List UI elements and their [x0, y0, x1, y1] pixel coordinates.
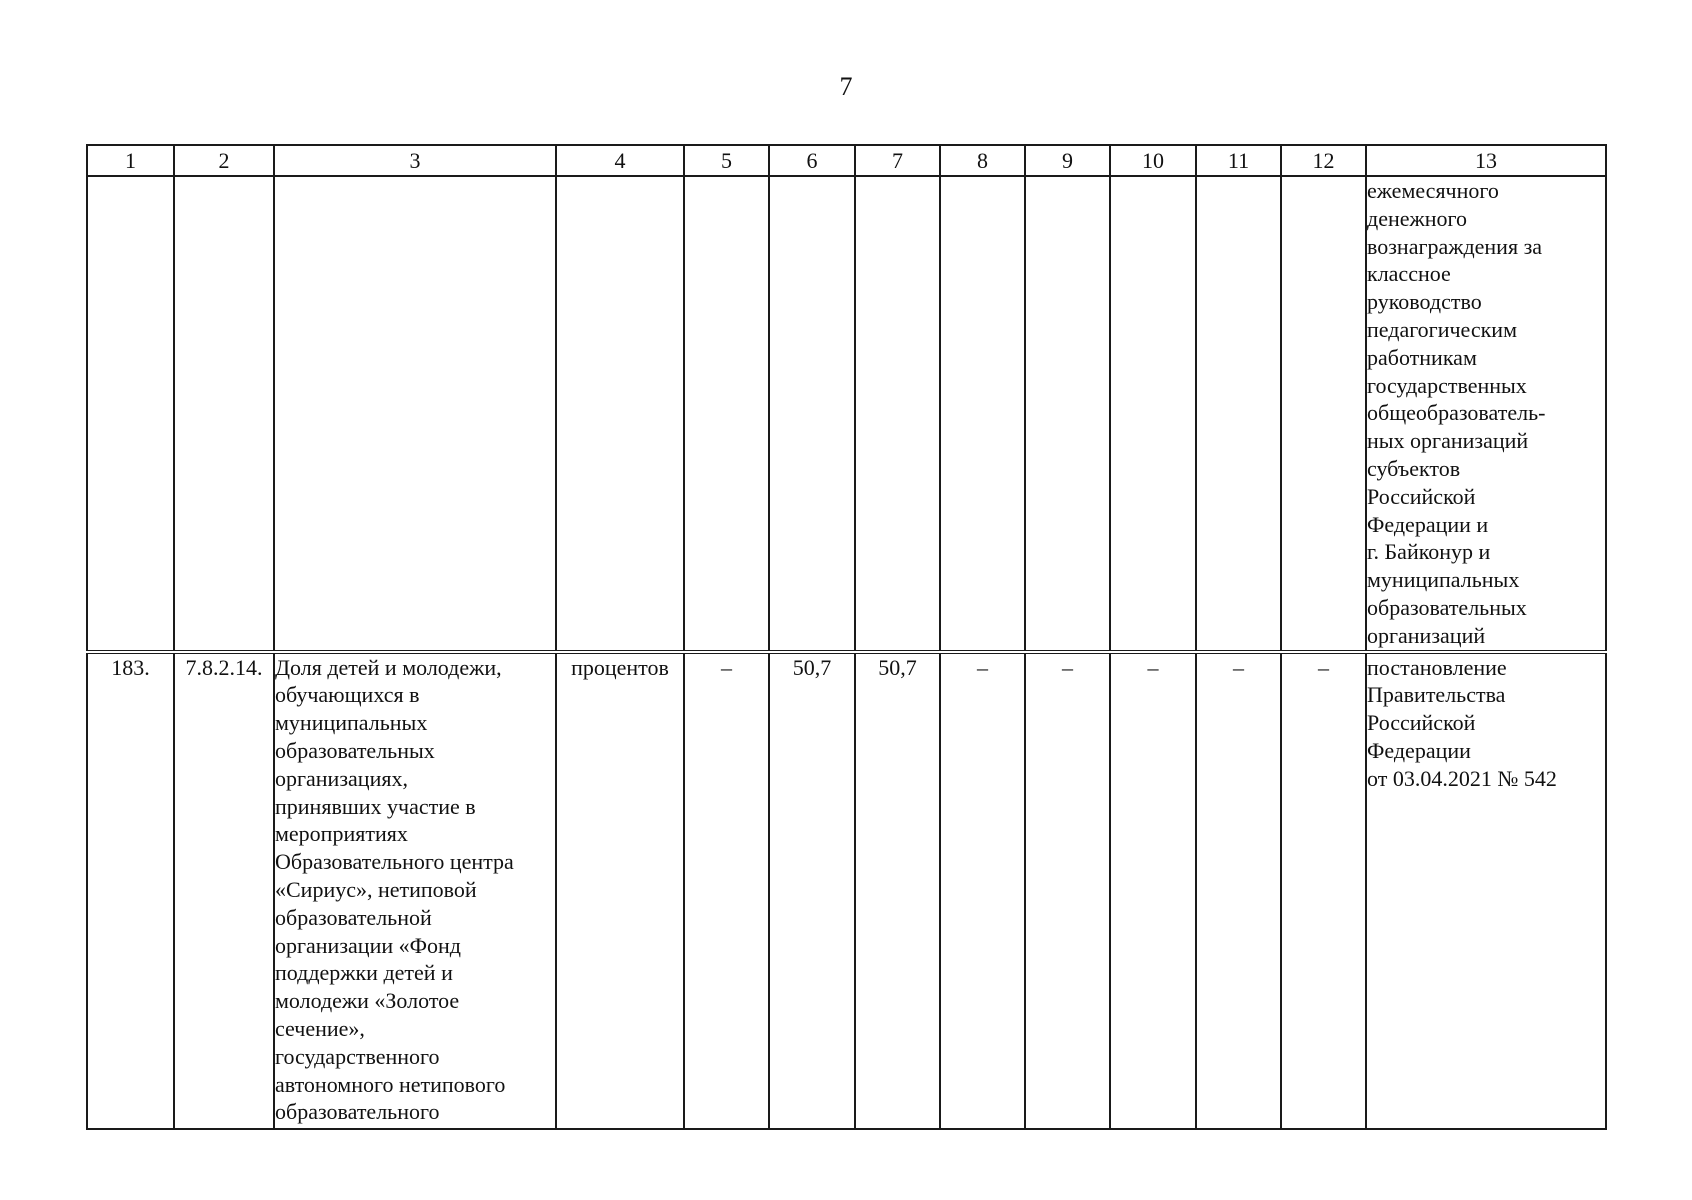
indicator-line: сечение»,: [275, 1015, 365, 1041]
basis-line: руководство: [1367, 289, 1482, 315]
basis-line: ежемесячного: [1367, 178, 1499, 203]
value-cell-10: –: [1110, 652, 1196, 1129]
table-row-183: [87, 652, 1606, 1129]
indicator-line: принявших участие в: [275, 793, 476, 819]
value-cell-9: –: [1025, 652, 1110, 1129]
indicator-line: государственного: [275, 1043, 440, 1069]
indicator-line: образовательной: [275, 904, 432, 930]
basis-line: общеобразователь-: [1367, 400, 1546, 426]
row-number-cell: 183.: [87, 652, 174, 1129]
basis-line: классное: [1367, 261, 1451, 287]
header-cell: 12: [1281, 145, 1366, 176]
indicator-line: поддержки детей и: [275, 960, 453, 986]
table-cell: [556, 176, 684, 652]
indicator-code-cell: 7.8.2.14.: [174, 652, 274, 1129]
basis-line: ных организаций: [1367, 428, 1529, 454]
table-cell: [87, 176, 174, 652]
indicator-line: организациях,: [275, 765, 408, 791]
indicator-line: Доля детей и молодежи,: [275, 654, 502, 680]
table-cell: [769, 176, 855, 652]
indicator-line: молодежи «Золотое: [275, 988, 460, 1014]
value-cell-12: –: [1281, 652, 1366, 1129]
indicator-line: мероприятиях: [275, 821, 408, 847]
indicator-line: «Сириус», нетиповой: [275, 876, 477, 902]
table-cell: [1025, 176, 1110, 652]
unit-cell: процентов: [556, 652, 684, 1129]
table-cell: [855, 176, 940, 652]
basis-line: Правительства: [1367, 682, 1506, 708]
value-cell-8: –: [940, 652, 1025, 1129]
basis-cell: [1366, 652, 1606, 1129]
header-cell: 6: [769, 145, 855, 176]
table-cell: [274, 176, 556, 652]
table-cell: [1281, 176, 1366, 652]
basis-line: субъектов: [1367, 455, 1461, 481]
value-cell-5: –: [684, 652, 769, 1129]
basis-line: денежного: [1367, 205, 1467, 231]
indicator-line: образовательных: [275, 737, 435, 763]
header-cell: 13: [1366, 145, 1606, 176]
header-cell: 11: [1196, 145, 1281, 176]
page-number: 7: [839, 72, 853, 101]
basis-cell: [1366, 176, 1606, 652]
basis-line: постановление: [1367, 654, 1507, 680]
basis-line: г. Байконур и: [1367, 539, 1491, 565]
header-cell: 8: [940, 145, 1025, 176]
value-cell-7: 50,7: [855, 652, 940, 1129]
header-cell: 3: [274, 145, 556, 176]
basis-line: работникам: [1367, 344, 1477, 370]
value-cell-11: –: [1196, 652, 1281, 1129]
basis-line: образовательных: [1367, 594, 1527, 620]
basis-line: государственных: [1367, 372, 1527, 398]
indicator-name-cell: [274, 652, 556, 1129]
header-cell: 4: [556, 145, 684, 176]
header-cell: 10: [1110, 145, 1196, 176]
basis-line: организаций: [1367, 622, 1486, 648]
basis-line: муниципальных: [1367, 567, 1520, 593]
indicator-line: Образовательного центра: [275, 849, 514, 875]
basis-line: Федерации и: [1367, 511, 1489, 537]
indicator-line: муниципальных: [275, 710, 428, 736]
header-cell: 5: [684, 145, 769, 176]
table-cell: [174, 176, 274, 652]
table-cell: [1110, 176, 1196, 652]
indicator-line: обучающихся в: [275, 682, 420, 708]
indicator-line: организации «Фонд: [275, 932, 461, 958]
basis-line: Российской: [1367, 483, 1476, 509]
basis-line: Федерации: [1367, 737, 1471, 763]
table-cell: [940, 176, 1025, 652]
indicator-line: автономного нетипового: [275, 1071, 506, 1097]
indicator-line: образовательного: [275, 1099, 440, 1125]
basis-line: педагогическим: [1367, 316, 1518, 342]
basis-line: Российской: [1367, 710, 1476, 736]
value-cell-6: 50,7: [769, 652, 855, 1129]
header-cell: 7: [855, 145, 940, 176]
data-table: [86, 144, 1607, 1130]
header-cell: 9: [1025, 145, 1110, 176]
header-cell: 2: [174, 145, 274, 176]
table-cell: [684, 176, 769, 652]
basis-line: от 03.04.2021 № 542: [1367, 765, 1557, 791]
header-cell: 1: [87, 145, 174, 176]
basis-line: вознаграждения за: [1367, 233, 1543, 259]
table-header-row: [87, 145, 1606, 176]
table-row-continued: [87, 176, 1606, 652]
table-cell: [1196, 176, 1281, 652]
